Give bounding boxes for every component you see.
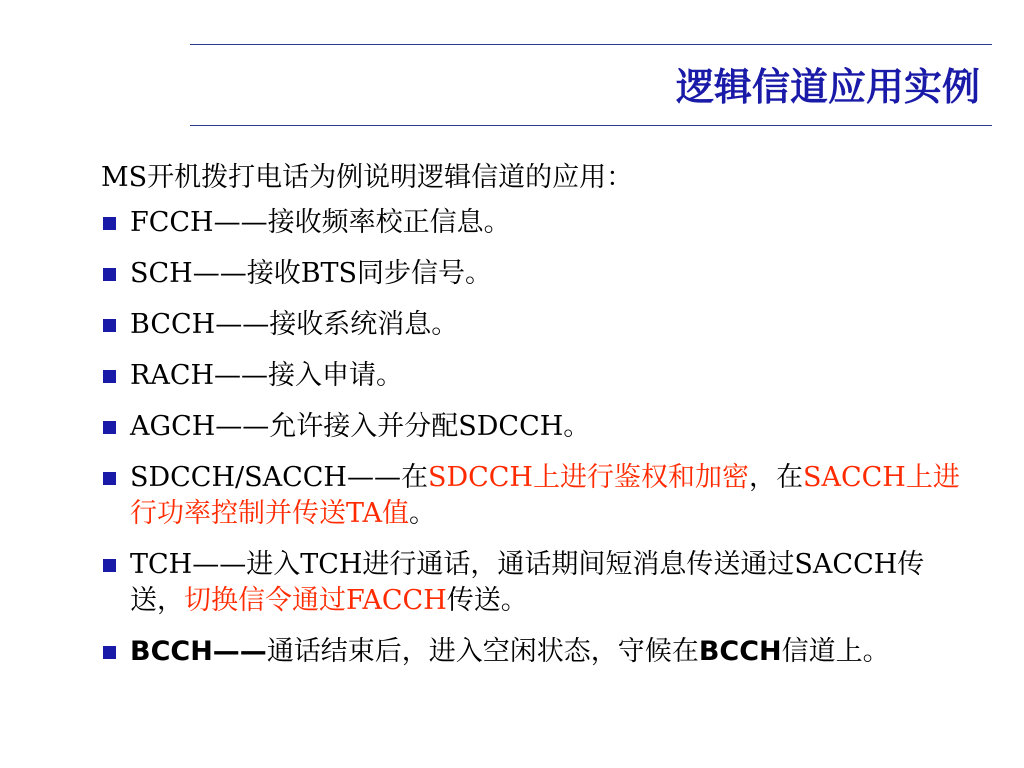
bullet-text-part: 信道上。 xyxy=(781,636,890,667)
title-top-rule xyxy=(190,44,992,45)
square-bullet-icon xyxy=(103,559,116,572)
bullet-item-bcch xyxy=(101,307,971,343)
bullet-bold-text: BCCH—— xyxy=(130,636,267,667)
bullet-list xyxy=(101,205,971,685)
bullet-item-tch xyxy=(101,547,971,619)
square-bullet-icon xyxy=(103,421,116,434)
bullet-highlight-text: SDCCH上进行鉴权和加密 xyxy=(427,462,749,493)
square-bullet-icon xyxy=(103,217,116,230)
slide-title: 逻辑信道应用实例 xyxy=(675,65,980,109)
bullet-item-sdcch-sacch xyxy=(101,460,971,532)
bullet-text: FCCH——接收频率校正信息。 xyxy=(130,207,511,238)
bullet-item-fcch xyxy=(101,205,971,241)
square-bullet-icon xyxy=(103,472,116,485)
bullet-text-part: 传送。 xyxy=(446,585,528,616)
title-bottom-rule xyxy=(190,125,992,126)
bullet-text: SCH——接收BTS同步信号。 xyxy=(130,258,493,289)
bullet-text: AGCH——允许接入并分配SDCCH。 xyxy=(130,411,591,442)
bullet-item-bcch-idle xyxy=(101,634,971,670)
square-bullet-icon xyxy=(103,268,116,281)
bullet-text-part: SDCCH/SACCH——在 xyxy=(130,462,428,493)
bullet-item-agch xyxy=(101,409,971,445)
intro-text: MS开机拨打电话为例说明逻辑信道的应用： xyxy=(101,162,634,193)
bullet-text: RACH——接入申请。 xyxy=(130,360,404,391)
square-bullet-icon xyxy=(103,319,116,332)
bullet-text-part: ，在 xyxy=(748,462,803,493)
bullet-highlight-text: 切换信令通过FACCH xyxy=(184,585,447,616)
bullet-text-part: 通话结束后，进入空闲状态，守候在 xyxy=(266,636,699,667)
square-bullet-icon xyxy=(103,370,116,383)
bullet-highlight-text: SACCH上进行功率控制并传送TA值 xyxy=(130,462,960,529)
bullet-text-part: 。 xyxy=(409,498,437,529)
bullet-bold-text: BCCH xyxy=(698,636,782,667)
bullet-text: BCCH——接收系统消息。 xyxy=(130,309,459,340)
bullet-text-part: TCH——进入TCH进行通话，通话期间短消息传送通过SACCH传送， xyxy=(130,549,925,616)
square-bullet-icon xyxy=(103,646,116,659)
bullet-item-sch xyxy=(101,256,971,292)
bullet-item-rach xyxy=(101,358,971,394)
